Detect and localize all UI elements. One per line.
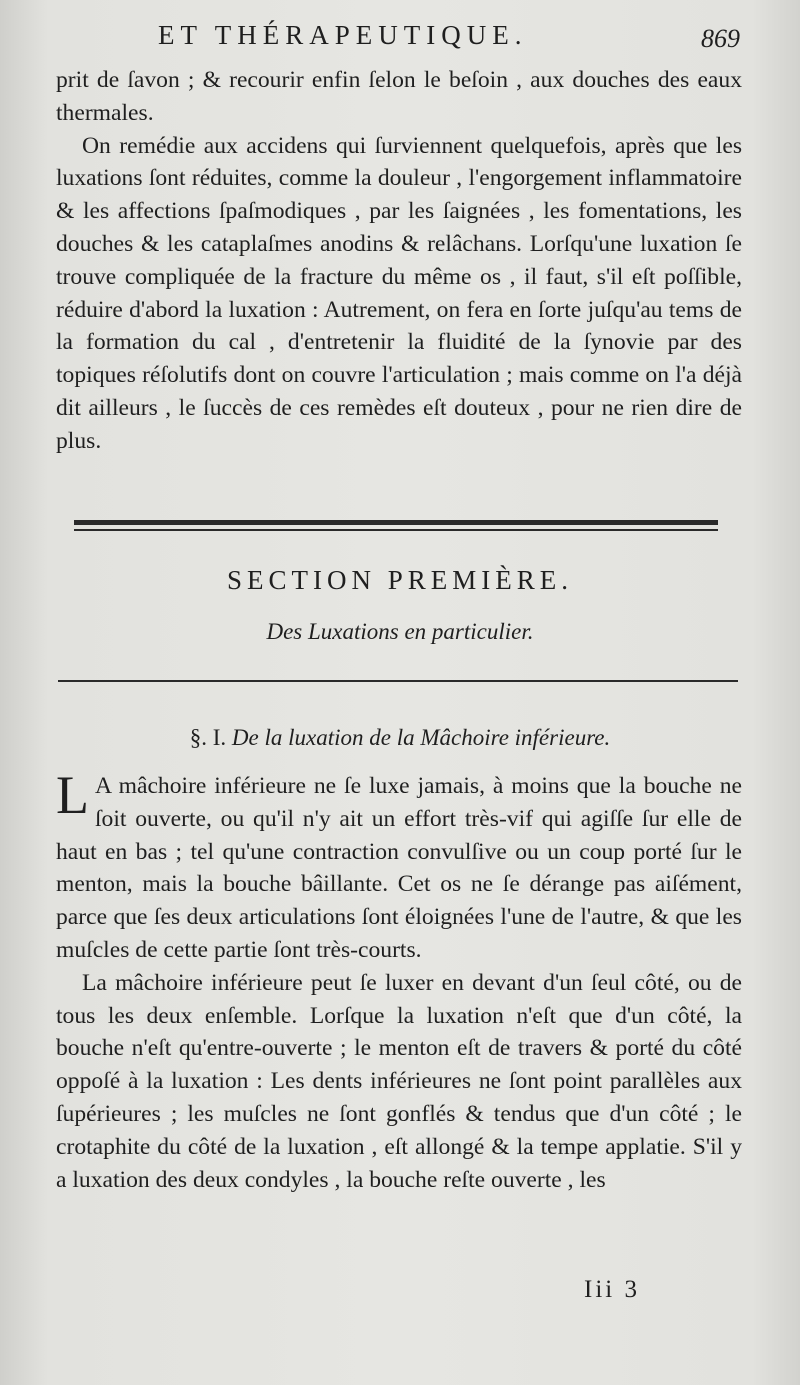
paragraph-continuation: prit de ſavon ; & recourir enfin ſelon le beſoin , aux douches des eaux thermales. [56,67,742,126]
divider-thick-line [74,520,718,525]
article-body [56,765,742,1196]
section-divider-double [74,520,718,534]
paragraph-first-text: A mâchoire inférieure ne ſe luxe jamais, à moins que la bouche ne ſoit ouverte, ou qu'il n'y ait un effort très-vif qui agiſſe ſur elle de haut en bas ; tel qu'une contraction convulſive ou un coup porté ſur le menton, mais la bouche bâillante. Cet os ne ſe dérange pas aiſément, parce que ſes deux articulations ſont éloignées l'une de l'autre, & que les muſcles de cette partie ſont très-courts. [56,773,742,963]
section-divider-single [58,680,738,682]
paragraph-first [56,765,742,967]
paragraph-second: La mâchoire inférieure peut ſe luxer en devant d'un ſeul côté, ou de tous les deux enſemble. Lorſque la luxation n'eſt que d'un côté, la bouche n'eſt qu'entre-ouverte ; le menton eſt de travers & porté du côté oppoſé à la luxation : Les dents inférieures ne ſont point parallèles aux ſupérieures ; les muſcles ne ſont gonflés & tendus que d'un côté ; le crotaphite du côté de la luxation , eſt allongé & la tempe applatie. S'il y a luxation des deux condyles , la bouche reſte ouverte , les [56,969,742,1193]
continued-text [56,64,742,458]
article-title: De la luxation de la Mâchoire inférieure. [231,725,611,750]
page-number: 869 [701,24,740,53]
running-title: ET THÉRAPEUTIQUE. [158,20,528,50]
signature-mark: Iii 3 [584,1276,640,1303]
paragraph-accidents: On remédie aux accidens qui ſurviennent quelquefois, après que les luxations ſont réduites, comme la douleur , l'engorgement inflammatoire & les affections ſpaſmodiques , par les ſaignées , les fomentations, les douches & les cataplaſmes anodins & relâchans. Lorſqu'une luxation ſe trouve compliquée de la fracture du même os , il faut, s'il eſt poſſible, réduire d'abord la luxation : Autrement, on fera en ſorte juſqu'au tems de la formation du cal , d'entretenir la fluidité de la ſynovie par des topiques réſolutifs dont on couvre l'articulation ; mais comme on l'a déjà dit ailleurs , le ſuccès de ces remèdes eſt douteux , pour ne rien dire de plus. [56,132,742,454]
page-header [0,18,800,58]
article-heading [0,725,800,751]
drop-cap-letter: L [56,765,89,825]
article-number: §. I. [189,725,227,750]
section-title: SECTION PREMIÈRE. [226,565,573,595]
section-subtitle: Des Luxations en particulier. [266,619,534,644]
divider-thin-line [74,529,718,531]
